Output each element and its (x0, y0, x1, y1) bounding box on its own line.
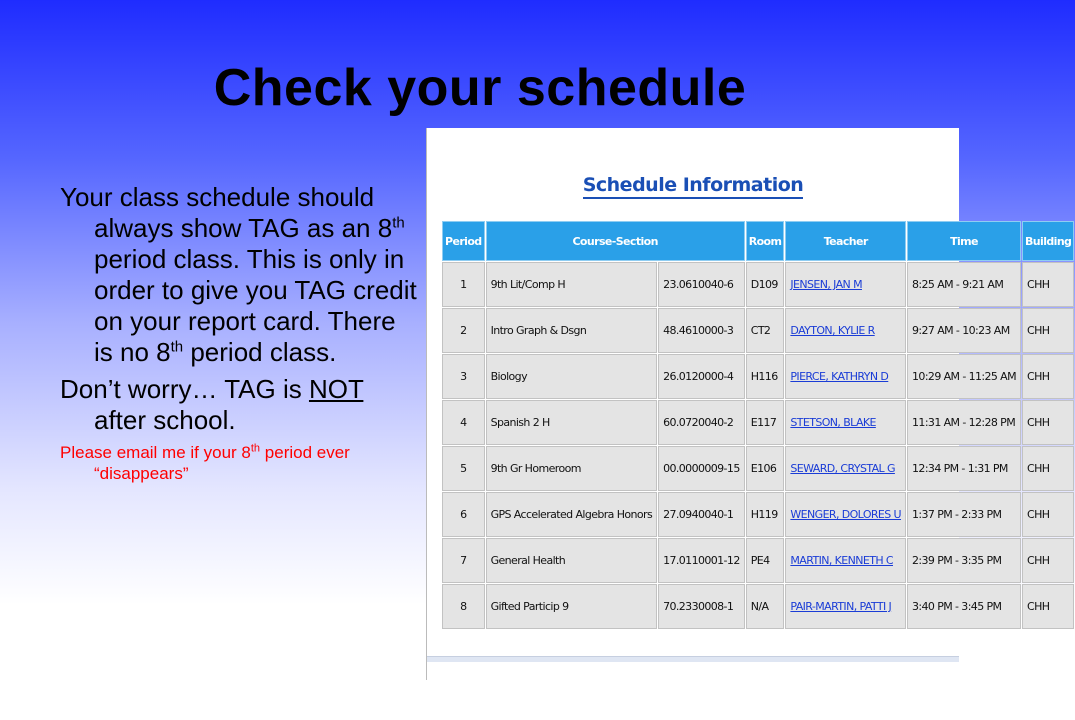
table-row (442, 584, 1074, 629)
p2-text-a: Don’t worry… TAG is (60, 374, 309, 404)
screenshot-bottom-bar (427, 656, 959, 662)
cell-course: Biology (486, 354, 658, 399)
cell-period: 4 (442, 400, 485, 445)
header-period: Period (442, 221, 485, 261)
cell-course: 9th Lit/Comp H (486, 262, 658, 307)
header-course-section: Course-Section (486, 221, 745, 261)
bullet-schedule-explanation (60, 182, 420, 368)
cell-section: 17.0110001-12 (658, 538, 745, 583)
teacher-link[interactable]: MARTIN, KENNETH C (785, 538, 906, 583)
table-row (442, 262, 1074, 307)
cell-course: Gifted Particip 9 (486, 584, 658, 629)
cell-course: 9th Gr Homeroom (486, 446, 658, 491)
cell-time: 2:39 PM - 3:35 PM (907, 538, 1021, 583)
cell-room: N/A (746, 584, 785, 629)
cell-course: Intro Graph & Dsgn (486, 308, 658, 353)
cell-time: 1:37 PM - 2:33 PM (907, 492, 1021, 537)
cell-building: CHH (1022, 354, 1074, 399)
cell-period: 7 (442, 538, 485, 583)
cell-section: 27.0940040-1 (658, 492, 745, 537)
p1-text-a: Your class schedule should always show TAG as an 8 (60, 182, 393, 243)
header-teacher: Teacher (785, 221, 906, 261)
p1-text-c: period class. (183, 337, 337, 367)
cell-section: 00.0000009-15 (658, 446, 745, 491)
cell-building: CHH (1022, 492, 1074, 537)
note-superscript: th (250, 442, 261, 455)
cell-course: GPS Accelerated Algebra Honors (486, 492, 658, 537)
cell-period: 3 (442, 354, 485, 399)
p1-text-b: period class. This is only in order to give you TAG credit on your report card. There is no 8 (94, 244, 417, 367)
p1-superscript-1: th (392, 214, 405, 232)
cell-period: 2 (442, 308, 485, 353)
slide-title: Check your schedule (213, 59, 747, 117)
teacher-link[interactable]: JENSEN, JAN M (785, 262, 906, 307)
cell-room: E117 (746, 400, 785, 445)
cell-section: 60.0720040-2 (658, 400, 745, 445)
cell-room: H119 (746, 492, 785, 537)
cell-building: CHH (1022, 262, 1074, 307)
note-text-a: Please email me if your 8 (60, 443, 251, 462)
cell-period: 8 (442, 584, 485, 629)
cell-building: CHH (1022, 584, 1074, 629)
cell-time: 12:34 PM - 1:31 PM (907, 446, 1021, 491)
cell-section: 26.0120000-4 (658, 354, 745, 399)
teacher-link[interactable]: PAIR-MARTIN, PATTI J (785, 584, 906, 629)
teacher-link[interactable]: STETSON, BLAKE (785, 400, 906, 445)
cell-section: 48.4610000-3 (658, 308, 745, 353)
table-row (442, 446, 1074, 491)
cell-period: 5 (442, 446, 485, 491)
cell-room: CT2 (746, 308, 785, 353)
schedule-heading: Schedule Information (427, 174, 959, 196)
header-time: Time (907, 221, 1021, 261)
email-note (60, 442, 420, 484)
cell-section: 70.2330008-1 (658, 584, 745, 629)
cell-time: 9:27 AM - 10:23 AM (907, 308, 1021, 353)
table-row (442, 538, 1074, 583)
cell-building: CHH (1022, 400, 1074, 445)
p2-underlined-not: NOT (308, 374, 364, 404)
p1-superscript-2: th (170, 338, 184, 356)
schedule-screenshot (426, 128, 1072, 680)
cell-time: 11:31 AM - 12:28 PM (907, 400, 1021, 445)
table-row (442, 492, 1074, 537)
cell-room: PE4 (746, 538, 785, 583)
cell-building: CHH (1022, 538, 1074, 583)
cell-period: 1 (442, 262, 485, 307)
table-row (442, 354, 1074, 399)
cell-room: E106 (746, 446, 785, 491)
cell-room: H116 (746, 354, 785, 399)
table-row (442, 400, 1074, 445)
cell-time: 3:40 PM - 3:45 PM (907, 584, 1021, 629)
cell-time: 10:29 AM - 11:25 AM (907, 354, 1021, 399)
schedule-table (441, 220, 1075, 630)
note-text-b: period ever “disappears” (94, 443, 350, 483)
header-building: Building (1022, 221, 1074, 261)
cell-section: 23.0610040-6 (658, 262, 745, 307)
cell-course: Spanish 2 H (486, 400, 658, 445)
p2-text-b: after school. (94, 405, 236, 435)
cell-course: General Health (486, 538, 658, 583)
table-row (442, 308, 1074, 353)
cell-time: 8:25 AM - 9:21 AM (907, 262, 1021, 307)
bullet-dont-worry (60, 374, 420, 436)
cell-period: 6 (442, 492, 485, 537)
schedule-header-row (442, 221, 1074, 261)
teacher-link[interactable]: WENGER, DOLORES U (785, 492, 906, 537)
header-room: Room (746, 221, 785, 261)
cell-room: D109 (746, 262, 785, 307)
teacher-link[interactable]: DAYTON, KYLIE R (785, 308, 906, 353)
cell-building: CHH (1022, 308, 1074, 353)
teacher-link[interactable]: PIERCE, KATHRYN D (785, 354, 906, 399)
slide-body (60, 182, 420, 484)
teacher-link[interactable]: SEWARD, CRYSTAL G (785, 446, 906, 491)
cell-building: CHH (1022, 446, 1074, 491)
